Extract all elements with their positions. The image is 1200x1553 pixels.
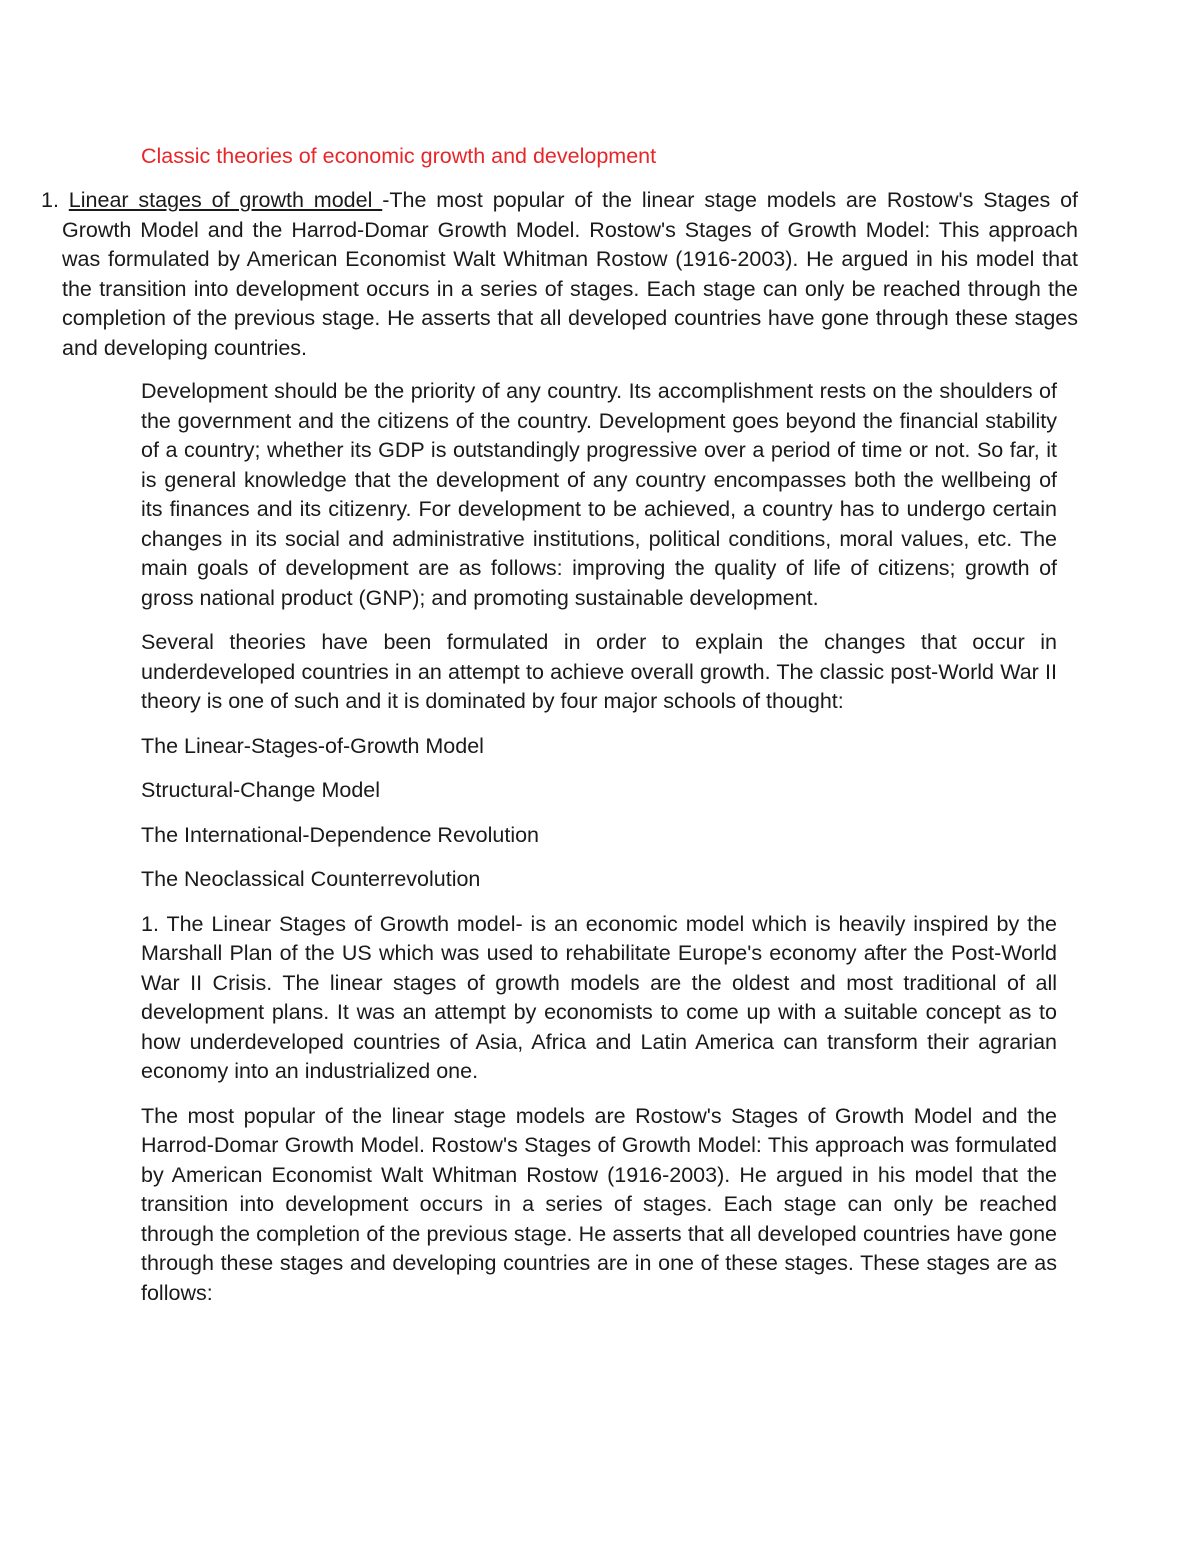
body-text <box>141 377 1057 1323</box>
document-title: Classic theories of economic growth and development <box>141 144 657 168</box>
paragraph-development: Development should be the priority of any country. Its accomplishment rests on the shoulders of the government and the citizens of the country. Development goes beyond the financial stability of a country; whether its GDP is outstandingly progressive over a period of time or not. So far, it is general knowledge that the development of any country encompasses both the wellbeing of its finances and its citizenry. For development to be achieved, a country has to undergo certain changes in its social and administrative institutions, political conditions, moral values, etc. The main goals of development are as follows: improving the quality of life of citizens; growth of gross national product (GNP); and promoting sustainable development. <box>141 379 1057 610</box>
item-number: 1. <box>41 188 69 212</box>
school-item: The International-Dependence Revolution <box>141 822 540 847</box>
school-item: Structural-Change Model <box>141 778 381 802</box>
item-text: -The most popular of the linear stage models are Rostow's Stages of Growth Model and the Harrod-Domar Growth Model. Rostow's Stages of Growth Model: This approach was formulated by American Economist Walt Whitman Rostow (1916-2003). He argued in his model that the transition into development occurs in a series of stages. Each stage can only be reached through the completion of the previous stage. He asserts that all developed countries have gone through these stages and developing countries. <box>62 188 1079 360</box>
paragraph-theories: Several theories have been formulated in order to explain the changes that occur in underdeveloped countries in an attempt to achieve overall growth. The classic post-World War II theory is one of such and it is dominated by four major schools of thought: <box>141 630 1057 713</box>
item-heading: Linear stages of growth model <box>68 188 383 212</box>
numbered-item-linear-stages <box>41 186 1078 363</box>
school-item: The Linear-Stages-of-Growth Model <box>141 733 484 758</box>
school-item: The Neoclassical Counterrevolution <box>141 867 481 891</box>
paragraph-rostow: The most popular of the linear stage models are Rostow's Stages of Growth Model and the Harrod-Domar Growth Model. Rostow's Stages of Growth Model: This approach was formulated by American Economist Walt Whitman Rostow (1916-2003). He argued in his model that the transition into development occurs in a series of stages. Each stage can only be reached through the completion of the previous stage. He asserts that all developed countries have gone through these stages and developing countries are in one of these stages. These stages are as follows: <box>141 1103 1057 1305</box>
paragraph-linear-stages-model: 1. The Linear Stages of Growth model- is an economic model which is heavily inspired by the Marshall Plan of the US which was used to rehabilitate Europe's economy after the Post-World War II Crisis. The linear stages of growth models are the oldest and most traditional of all development plans. It was an attempt by economists to come up with a suitable concept as to how underdeveloped countries of Asia, Africa and Latin America can transform their agrarian economy into an industrialized one. <box>141 911 1057 1083</box>
